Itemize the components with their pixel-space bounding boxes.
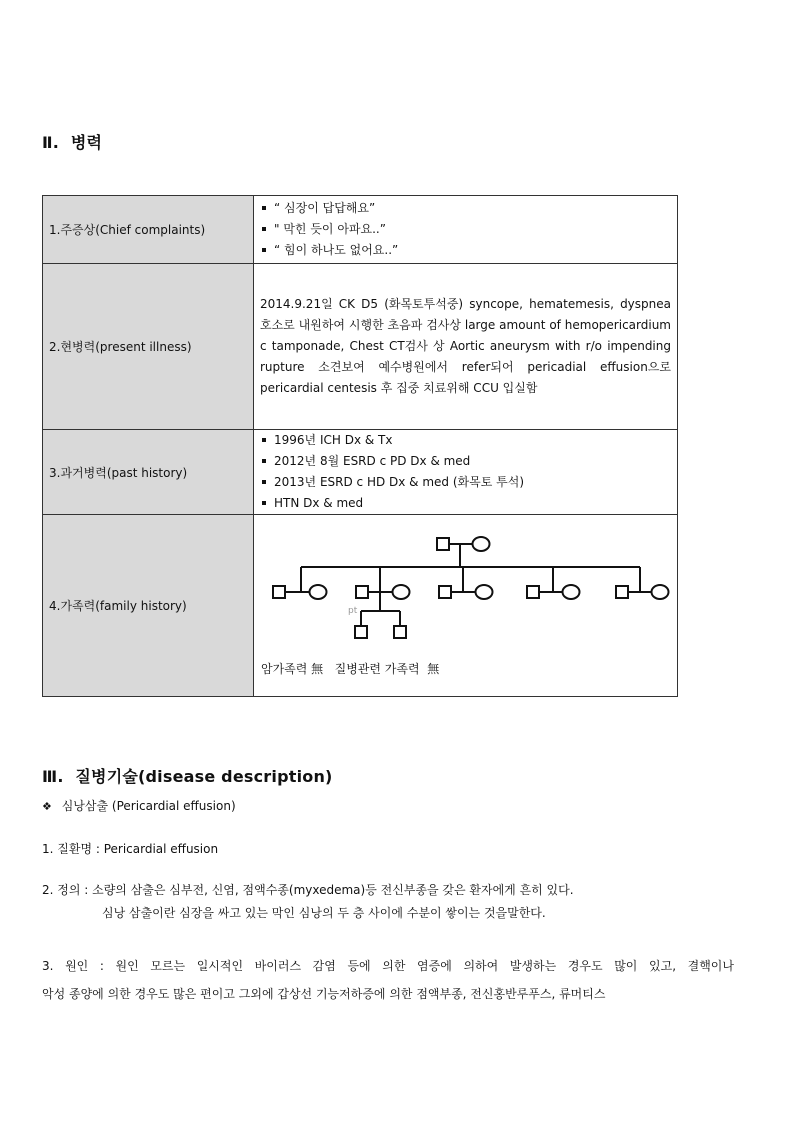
list-item: 2012년 8월 ESRD c PD Dx & med [260, 451, 671, 472]
male-square [273, 586, 285, 598]
section-2-numeral: Ⅱ. [42, 133, 60, 152]
past-history-list [260, 430, 671, 514]
section-2-heading [42, 130, 102, 153]
male-square [527, 586, 539, 598]
list-item: 1996년 ICH Dx & Tx [260, 430, 671, 451]
chief-complaints-label: 1.주증상(Chief complaints) [43, 196, 254, 264]
patient-square [356, 586, 368, 598]
section-3-title: 질병기술(disease description) [75, 767, 333, 786]
female-circle [476, 585, 493, 599]
list-item: " 막힌 듯이 아파요..” [260, 219, 671, 240]
cause-line-1: 3. 원인 : 원인 모르는 일시적인 바이러스 감염 등에 의한 염증에 의하여 발생하는 경우도 많이 있고, 결핵이나 [42, 959, 734, 973]
present-illness-cell [254, 264, 678, 430]
past-history-label: 3.과거병력(past history) [43, 430, 254, 515]
male-square [616, 586, 628, 598]
table-row [43, 515, 678, 697]
female-circle [652, 585, 669, 599]
definition-line-2: 심낭 삼출이란 심장을 싸고 있는 막인 심낭의 두 층 사이에 수분이 쌓이는 것을말한다. [102, 906, 546, 920]
section-3-numeral: Ⅲ. [42, 767, 64, 786]
table-row [43, 196, 678, 264]
grandmother-circle [473, 537, 490, 551]
cause-line-2: 악성 종양에 의한 경우도 많은 편이고 그외에 갑상선 기능저하증에 의한 점액부종, 전신홍반루푸스, 류머티스 [42, 987, 606, 1001]
grandfather-square [437, 538, 449, 550]
spouse-circle [393, 585, 410, 599]
disease-heading [42, 797, 236, 814]
chief-complaints-list [260, 198, 671, 261]
female-circle [310, 585, 327, 599]
patient-label: pt [348, 605, 358, 616]
diamond-bullet-icon: ❖ [42, 800, 52, 813]
history-table [42, 195, 678, 697]
table-row [43, 264, 678, 430]
male-square [439, 586, 451, 598]
past-history-cell [254, 430, 678, 515]
present-illness-text: 2014.9.21일 CK D5 (화목토투석중) syncope, hematemesis, dyspnea 호소로 내원하여 시행한 초음파 검사상 large amount of hemopericardium c tamponade, Chest CT검사 상 Aortic aneurysm with r/o impending rupture 소견보여 예수병원에서 refer되어 pericadial effusion으로 pericardial centesis 후 집중 치료위해 CCU 입실함 [260, 297, 671, 395]
family-history-cell [254, 515, 678, 697]
list-item: 2013년 ESRD c HD Dx & med (화목토 투석) [260, 472, 671, 493]
grandchild-square [394, 626, 406, 638]
female-circle [563, 585, 580, 599]
family-history-label: 4.가족력(family history) [43, 515, 254, 697]
disease-name-line: 1. 질환명 : Pericardial effusion [42, 842, 219, 856]
list-item: “ 심장이 답답해요” [260, 198, 671, 219]
chief-complaints-cell [254, 196, 678, 264]
present-illness-label: 2.현병력(present illness) [43, 264, 254, 430]
table-row [43, 430, 678, 515]
list-item: HTN Dx & med [260, 493, 671, 514]
list-item: “ 힘이 하나도 없어요..” [260, 240, 671, 261]
family-history-note: 암가족력 無 질병관련 가족력 無 [261, 662, 440, 676]
grandchild-square [355, 626, 367, 638]
definition-line-1: 2. 정의 : 소량의 삼출은 심부전, 신염, 점액수종(myxedema)등 전신부종을 갖은 환자에게 흔히 있다. [42, 883, 574, 897]
section-2-title: 병력 [70, 133, 103, 152]
disease-heading-text: 심낭삼출 (Pericardial effusion) [61, 799, 236, 813]
section-3-heading [42, 764, 333, 787]
